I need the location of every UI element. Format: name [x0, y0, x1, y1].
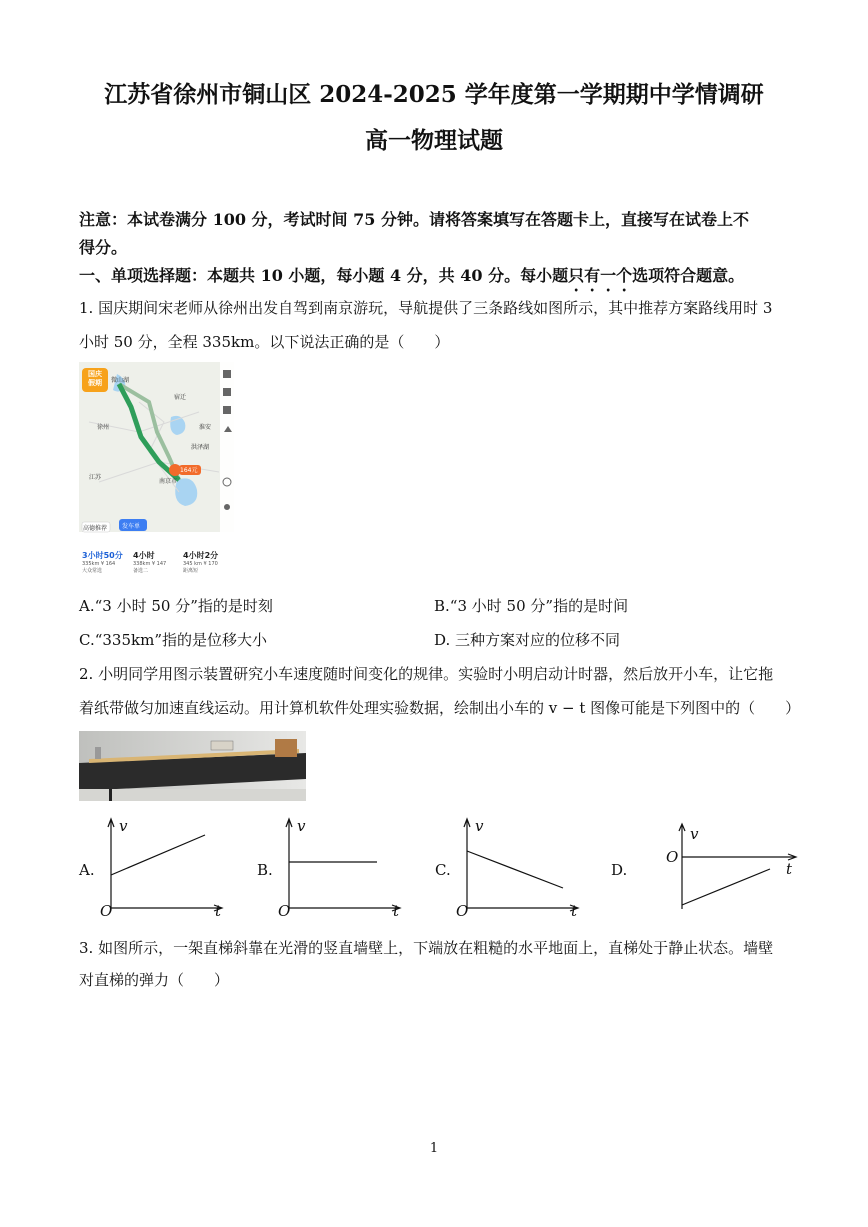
route-option-2-detail: 338km ¥ 147: [133, 561, 167, 567]
graph-1-t-label: t: [215, 902, 222, 920]
graph-2-label: B.: [257, 861, 273, 879]
q1-stem-line1: 1. 国庆期间宋老师从徐州出发自驾到南京游玩，导航提供了三条路线如图所示，其中推荐方案路线用时 3: [79, 299, 773, 317]
apparatus-svg: [79, 731, 306, 801]
map-place-6: 淮安: [199, 424, 212, 431]
map-place-4: 宿迁: [174, 394, 187, 401]
route-option-2[interactable]: [133, 550, 181, 574]
route-option-2-tag: 备选二: [133, 568, 149, 574]
graph-4-t-label: t: [786, 860, 793, 878]
section-heading-tail: 选项符合题意。: [632, 266, 745, 285]
route-option-3-tag: 距离短: [183, 568, 199, 574]
notice-line1: 注意：本试卷满分 100 分，考试时间 75 分钟。请将答案填写在答题卡上，直接写在试卷上不: [79, 210, 749, 229]
q3-stem-line2: 对直梯的弹力（ ）: [79, 971, 230, 989]
graph-2-origin: O: [278, 902, 291, 920]
map-place-5: 洪泽湖: [191, 444, 210, 451]
graph-3-line: [467, 851, 563, 888]
graph-4-label: D.: [611, 861, 628, 879]
vt-graphs: [79, 815, 793, 925]
route-option-1-tag: 大众常选: [82, 568, 103, 574]
notice-line2: 得分。: [79, 238, 128, 257]
graph-3-origin: O: [456, 902, 469, 920]
map-svg: [79, 362, 234, 579]
q1-option-b: B.“3 小时 50 分”指的是时间: [434, 597, 629, 615]
vt-graphs-svg: [79, 815, 793, 925]
map-tab-recommended[interactable]: 高德推荐: [83, 525, 108, 532]
page-number: 1: [429, 1141, 439, 1156]
q1-option-d: D. 三种方案对应的位移不同: [434, 631, 621, 649]
q1-stem-line2: 小时 50 分，全程 335km。以下说法正确的是（ ）: [79, 333, 450, 351]
route-option-1-detail: 335km ¥ 164: [82, 561, 116, 567]
graph-4-origin: O: [666, 848, 679, 866]
route-option-3-detail: 345 km ¥ 170: [183, 561, 218, 567]
route-option-1-time: 3小时50分: [82, 551, 123, 560]
route-option-3[interactable]: [183, 550, 233, 574]
q2-stem-line2: 着纸带做匀加速直线运动。用计算机软件处理实验数据，绘制出小车的 v − t 图像可能是下列图中的（ ）: [79, 699, 801, 717]
graph-3-v-label: v: [475, 817, 484, 835]
page-subtitle: 高一物理试题: [365, 127, 503, 154]
map-depart-button[interactable]: 发车单: [122, 523, 141, 530]
section-heading: [79, 263, 744, 295]
section-heading-emphasis: 只有一个: [568, 266, 633, 285]
graph-4-line: [682, 869, 770, 905]
page-title: 江苏省徐州市铜山区 2024-2025 学年度第一学期期中学情调研: [104, 81, 764, 108]
q1-option-c: C.“335km”指的是位移大小: [79, 631, 267, 649]
graph-2-t-label: t: [393, 902, 400, 920]
q2-stem-line1: 2. 小明同学用图示装置研究小车速度随时间变化的规律。实验时小明启动计时器，然后放开小车，让它拖: [79, 665, 774, 683]
apparatus-photo: [79, 731, 306, 801]
map-place-2: 江苏: [89, 474, 102, 481]
route-option-2-time: 4小时: [133, 551, 155, 560]
map-place-1: 徐州: [97, 424, 110, 431]
graph-1-v-label: v: [119, 817, 128, 835]
graph-1-origin: O: [100, 902, 113, 920]
graph-3-t-label: t: [571, 902, 578, 920]
q1-option-a: A.“3 小时 50 分”指的是时刻: [79, 597, 273, 615]
graph-2-v-label: v: [297, 817, 306, 835]
navigation-map-image: [79, 362, 234, 579]
graph-1-line: [111, 835, 205, 875]
graph-1-label: A.: [79, 861, 95, 879]
pin-label: 164元: [180, 467, 198, 474]
route-option-3-time: 4小时2分: [183, 551, 219, 560]
map-place-3: 南京市: [159, 478, 178, 485]
cart: [211, 741, 233, 750]
graph-4-v-label: v: [690, 825, 699, 843]
holiday-badge: 国庆 假期: [82, 368, 108, 392]
graph-3-label: C.: [435, 861, 451, 879]
timer: [275, 739, 297, 757]
map-place-0: 微山湖: [111, 377, 130, 384]
route-option-1[interactable]: [82, 550, 130, 574]
q3-stem-line1: 3. 如图所示，一架直梯斜靠在光滑的竖直墙壁上，下端放在粗糙的水平地面上，直梯处于静止状态。墙壁: [79, 939, 774, 957]
section-heading-text: 一、单项选择题：本题共 10 小题，每小题 4 分，共 40 分。每小题: [79, 266, 569, 285]
